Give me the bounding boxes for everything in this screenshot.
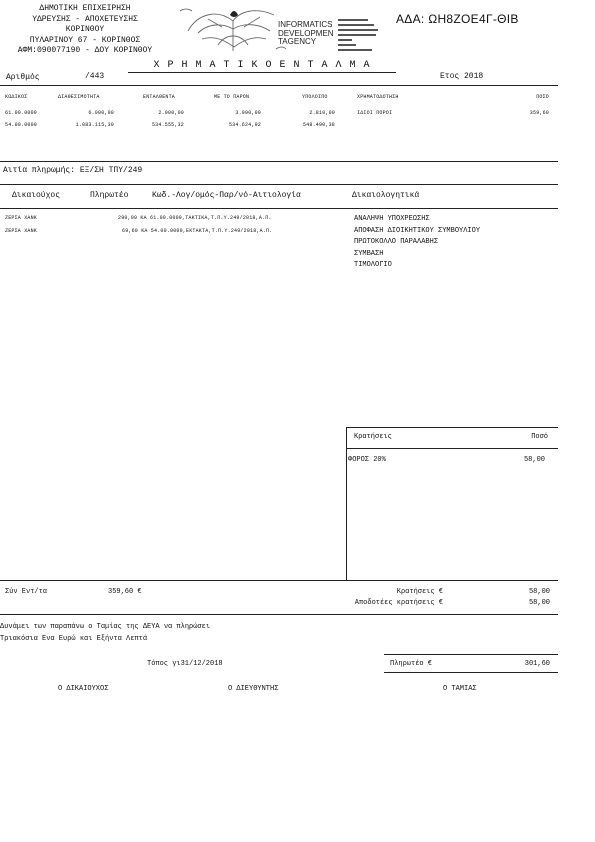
paid-deductions-label: Αποδοτέες κρατήσεις € [354,599,443,607]
org-line: ΔΗΜΟΤΙΚΗ ΕΠΙΧΕΙΡΗΣΗ [39,4,131,13]
cell-funding: ΙΔΙΟΙ ΠΟΡΟΙ [357,110,393,116]
account-code: 61.00.0009 [5,110,38,116]
authorization-line: Δυνάμει των παραπάνω ο Ταμίας της ΔΕΥΑ να πληρώσει [0,623,211,631]
list-item: ΤΙΜΟΛΟΓΙΟ [354,261,392,270]
cell-ordered: 534.555,32 [151,122,184,128]
list-item: ΣΥΜΒΑΣΗ [354,249,384,258]
sum-value: 359,60 € [108,588,142,596]
year-label: Ετος 2018 [440,72,484,81]
signature-treasurer: Ο ΤΑΜΙΑΣ [443,685,477,693]
organization-header [0,4,170,57]
ada-code: ΑΔΑ: ΩΗ8ΖΟΕ4Γ-ΘΙΒ [396,12,519,26]
divider [0,580,558,581]
beneficiary-detail: 69,60 ΚΑ 54.00.0000,ΕΚΤΑΚΤΑ,Τ.Π.Υ.249/2018,Α.Π. [122,228,273,234]
column-header: ΜΕ ΤΟ ΠΑΡΟΝ [214,94,250,100]
signature-beneficiary: Ο ΔΙΚΑΙΟΥΧΟΣ [58,685,109,693]
list-item: ΠΡΩΤΟΚΟΛΛΟ ΠΑΡΑΛΑΒΗΣ [354,238,439,247]
deductions-value: 58,00 [528,588,550,596]
org-line: ΠΥΛΑΡΙΝΟΥ 67 - ΚΟΡΙΝΘΟΣ [29,35,141,45]
document-title: Χ Ρ Η Μ Α Τ Ι Κ Ο Ε Ν Τ Α Λ Μ Α [153,60,371,71]
divider [346,448,558,449]
column-header: ΚΩΔΙΚΟΣ [5,94,28,100]
signature-details-block [338,17,382,53]
cell-available: 6.000,00 [88,110,114,116]
payment-reason: Αιτία πληρωμής: ΕΞ/ΣΗ ΤΠΥ/249 [3,166,143,175]
cell-available: 1.083.115,30 [75,122,114,128]
cell-ordered: 2.900,00 [158,110,184,116]
digital-signature-stamp [178,3,378,57]
payable-value: 301,60 [524,660,550,668]
deduction-amount: 58,00 [523,456,545,464]
sum-label: Σύν Εντ/τα [5,588,48,596]
amount-in-words: Τριακόσια Ενα Ευρώ και Εξήντα Λεπτά [0,635,148,643]
divider [384,654,558,655]
column-header: ΔΙΑΘΕΣΙΜΟΤΗΤΑ [58,94,100,100]
eagle-emblem-icon [178,3,288,57]
divider [0,161,558,162]
paid-deductions-value: 58,00 [528,599,550,607]
beneficiary-name: ΖΕΡΣΑ ΧΑΝΚ [5,228,38,234]
place-date: Τόπος γι31/12/2018 [147,660,223,668]
column-header: Δικαιολογητικά [352,191,420,200]
deduction-name: ΦΟΡΟΣ 20% [348,456,386,464]
column-header: ΕΝΤΑΛΘΕΝΤΑ [143,94,176,100]
payable-label: Πληρωτέο € [390,660,433,668]
stamp-line: DEVELOPMEN [278,28,334,38]
signature-director: Ο ΔΙΕΥΘΥΝΤΗΣ [228,685,279,693]
column-header: Κρατήσεις [354,433,392,441]
column-header: ΥΠΟΛΟΙΠΟ [302,94,328,100]
divider [0,184,558,185]
stamp-line: TAGENCY [278,37,317,46]
org-line: ΥΔΡΕΥΣΗΣ - ΑΠΟΧΕΤΕΥΣΗΣ [32,14,138,24]
beneficiary-detail: 290,00 ΚΑ 61.00.0009,ΤΑΚΤΙΚΑ,Τ.Π.Υ.249/2018,Α.Π. [118,215,272,221]
list-item: ΑΠΟΦΑΣΗ ΔΙΟΙΚΗΤΙΚΟΥ ΣΥΜΒΟΥΛΙΟΥ [354,226,481,235]
divider [346,427,347,580]
cell-current: 3.990,00 [235,110,261,116]
stamp-line: INFORMATICS [278,20,333,29]
column-header: Ποσό [531,433,548,441]
org-line: ΚΟΡΙΝΘΟΥ [65,25,105,34]
column-header: Δικαιούχος [12,191,61,200]
title-underline [128,72,396,73]
column-header: Κωδ.-Λογ/ομός-Παρ/νό-Αιτιολογία [152,191,301,200]
column-header: ΠΟΣΟ [536,94,549,100]
list-item: ΑΝΑΛΗΨΗ ΥΠΟΧΡΕΩΣΗΣ [354,215,430,223]
deductions-label: Κρατήσεις € [396,588,443,596]
number-value: /443 [85,72,105,81]
beneficiary-name: ΖΕΡΣΑ ΧΑΝΚ [5,215,38,221]
account-code: 54.00.0000 [5,122,38,128]
divider [0,614,558,615]
divider [0,208,558,209]
column-header: Πληρωτέο [90,191,129,200]
cell-balance: 548.490,38 [302,122,335,128]
cell-current: 534.624,92 [228,122,261,128]
divider [346,427,558,428]
divider [0,85,558,86]
column-header: ΧΡΗΜΑΤΟΔΟΤΗΣΗ [357,94,399,100]
org-line: ΑΦΜ:090077190 - ΔΟΥ ΚΟΡΙΝΘΟΥ [17,46,153,55]
number-label: Αριθμός [6,73,40,82]
divider [384,672,558,673]
cell-balance: 2.810,00 [309,110,335,116]
supporting-documents-list [354,214,480,272]
cell-amount: 359,60 [529,110,549,116]
